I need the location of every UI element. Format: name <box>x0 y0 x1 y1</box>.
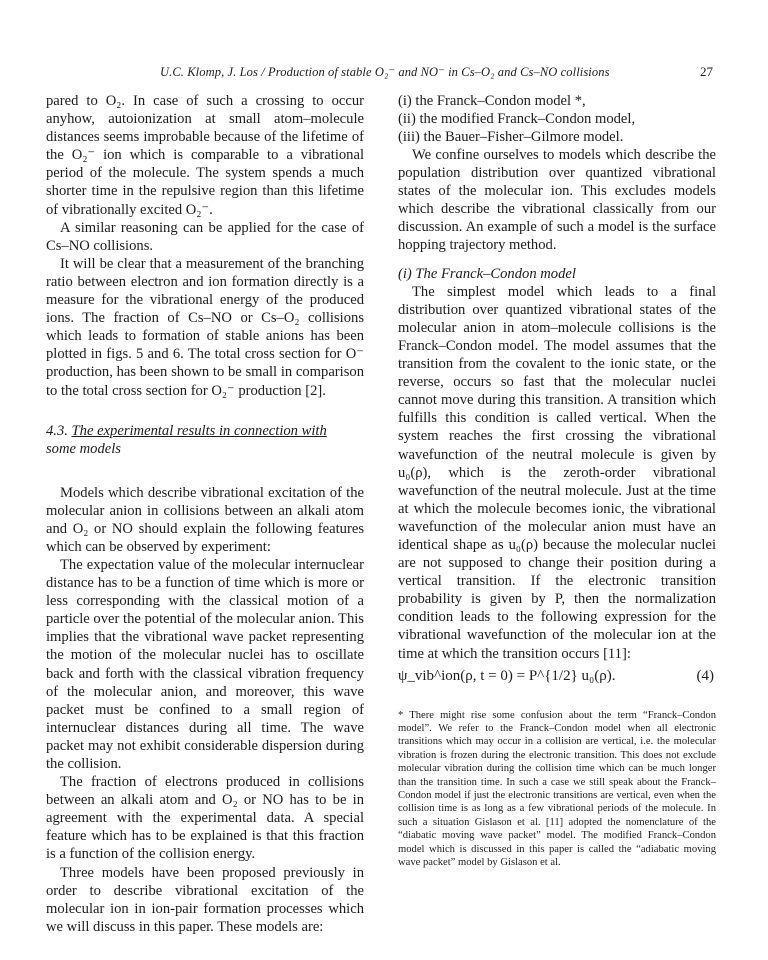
running-head: U.C. Klomp, J. Los / Production of stable O₂⁻ and NO⁻ in Cs–O₂ and Cs–NO collisions <box>160 65 610 79</box>
paragraph: The fraction of electrons produced in collisions between an alkali atom and O₂ or NO has to be in agreement with the experimental data. A special feature which has to be explained is that this fraction is a function of the collision energy. <box>46 774 364 863</box>
section-title-continued: some models <box>46 440 121 457</box>
list-item: (iii) the Bauer–Fisher–Gilmore model. <box>398 129 624 145</box>
paragraph: It will be clear that a measurement of the branching ratio between electron and ion formation directly is a measure for the vibrational energy of the produced ions. The fraction of Cs–NO or Cs–O₂ collisions which leads to formation of stable anions has been plotted in figs. 5 and 6. The total cross section for O⁻ production, has been shown to be small in comparison to the total cross section for O₂⁻ production [2]. <box>46 255 364 399</box>
equation-number: (4) <box>696 667 714 684</box>
section-number: 4.3. <box>46 422 68 439</box>
right-column <box>398 92 716 870</box>
equation <box>398 665 716 691</box>
section-title: The experimental results in connection with <box>71 422 327 439</box>
left-column <box>46 92 364 936</box>
paragraph: We confine ourselves to models which describe the population distribution over quantized vibrational states of the molecular ion. This excludes models which describe the vibrational classically from our discussion. An example of such a model is the surface hopping trajectory method. <box>398 147 716 254</box>
list-item: (i) the Franck–Condon model *, <box>398 93 586 109</box>
page-number: 27 <box>700 64 713 79</box>
running-header <box>0 64 768 84</box>
section-heading <box>46 422 364 458</box>
list-item: (ii) the modified Franck–Condon model, <box>398 111 636 127</box>
paragraph: The expectation value of the molecular internuclear distance has to be a function of time which is more or less corresponding with the classical motion of a particle over the potential of the molecular anion. This implies that the vibrational wave packet representing the motion of the molecular nuclei has to oscillate back and forth with the classical vibration frequency of the molecular anion, and moreover, this wave packet must be confined to a small region of internuclear distances during all time. The wave packet may not exhibit considerable dispersion during the collision. <box>46 556 364 772</box>
paragraph: Models which describe vibrational excitation of the molecular anion in collisions between an alkali atom and O₂ or NO should explain the following features which can be observed by experiment: <box>46 484 364 555</box>
paragraph: A similar reasoning can be applied for the case of Cs–NO collisions. <box>46 219 364 254</box>
paragraph: pared to O₂. In case of such a crossing to occur anyhow, autoionization at small atom–molecule distances seems improbable because of the lifetime of the O₂⁻ ion which is comparable to a vibrational period of the molecule. The system spends a much shorter time in the repulsive region than this lifetime of vibrationally excited O₂⁻. <box>46 93 364 218</box>
paragraph: The simplest model which leads to a final distribution over quantized vibrational states of the molecular anion in atom–molecule collisions is the Franck–Condon model. The model assumes that the transition from the covalent to the ionic state, or the reverse, occurs so fast that the molecular nuclei cannot move during this transition. A transition which fulfills this condition is called vertical. When the system reaches the first crossing the vibrational wavefunction of the neutral molecule is given by u₀(ρ), which is the zeroth-order vibrational wavefunction of the neutral molecule. Just at the time at which the molecule becomes ionic, the vibrational wavefunction of the molecular anion must have an identical shape as u₀(ρ) because the molecular nuclei are not supposed to change their position during a vertical transition. If the electronic transition probability is given by P, then the normalization condition leads to the following expression for the vibrational wavefunction of the molecular ion at the time at which the transition occurs [11]: <box>398 283 716 662</box>
paragraph: Three models have been proposed previously in order to describe vibrational excitation of the molecular ion in ion-pair formation processes which we will discuss in this paper. These models are: <box>46 864 364 935</box>
subsection-heading: (i) The Franck–Condon model <box>398 265 576 282</box>
footnote: * There might rise some confusion about the term “Franck–Condon model”. We refer to the Franck–Condon model when all electronic transitions which may occur in a collision are vertical, i.e. the molecular vibration is frozen during the electronic transition. This does not exclude molecular vibration during the collision time which can be much longer than the transition time. In such a case we still speak about the Franck–Condon model if just the electronic transitions are vertical, even when the collision time is as long as a few vibrational periods of the molecule. In such a situation Gislason et al. [11] adopted the nomenclature of the “diabatic moving wave packet” model. The modified Franck–Condon model which is discussed in this paper is called the “adiabatic moving wave packet” model by Gislason et al. <box>398 709 716 869</box>
equation-expression: ψ_vib^ion(ρ, t = 0) = P^{1/2} u₀(ρ). <box>398 667 616 684</box>
